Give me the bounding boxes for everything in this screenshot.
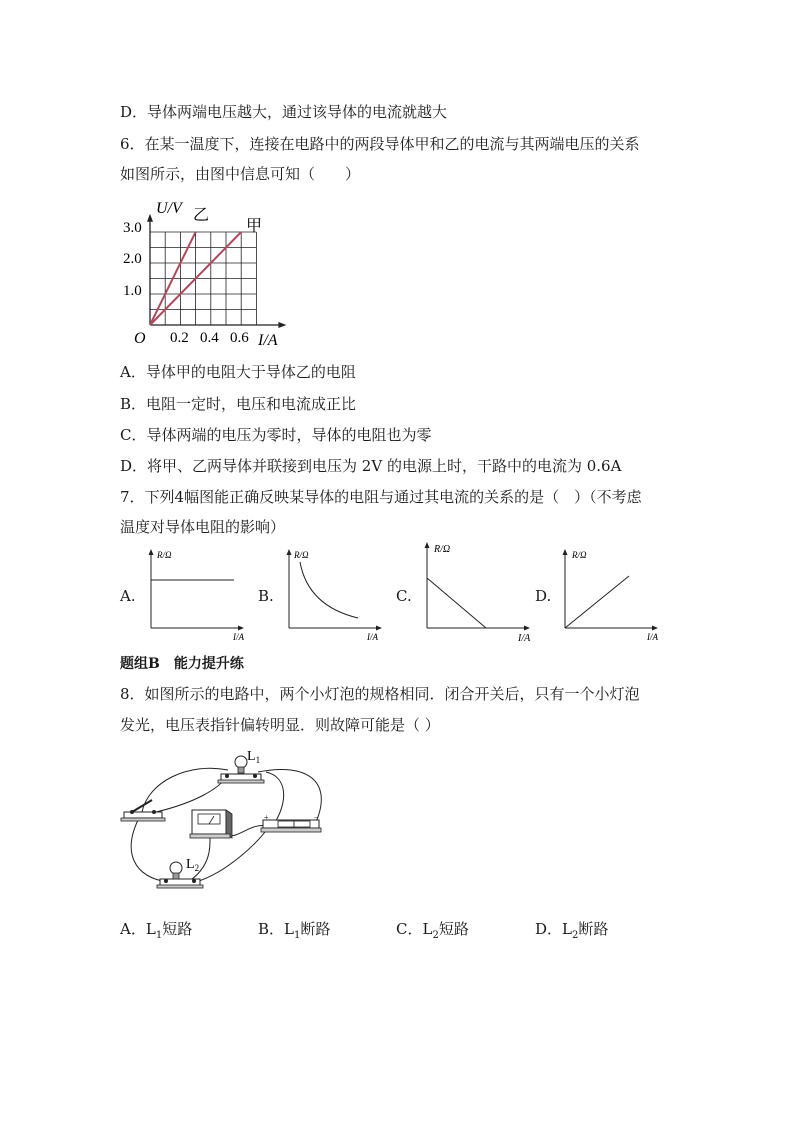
q7-stem-line1: 7．下列4幅图能正确反映某导体的电阻与通过其电流的关系的是（ ）（不考虑 (120, 488, 642, 506)
q8-option-c: C．$L_2$短路 (396, 920, 469, 941)
q6-grid (150, 232, 256, 325)
q7-letter-a: A. (120, 587, 136, 605)
q6-xtick-1: 0.2 (170, 330, 189, 346)
q6-option-a: A．导体甲的电阻大于导体乙的电阻 (120, 363, 356, 381)
section-title: 题组B 能力提升练 (120, 656, 244, 672)
q8-circuit-diagram (118, 742, 338, 902)
q7-letter-d: D. (535, 587, 552, 605)
q6-ytick-1: 1.0 (123, 283, 142, 299)
svg-text:L2 (186, 857, 199, 873)
q6-stem-line2: 如图所示，由图中信息可知（ ） (120, 165, 361, 183)
q6-label-yi: 乙 (193, 207, 210, 224)
bulb-l1-label: L (247, 749, 256, 764)
q8-stem-line1: 8．如图所示的电路中，两个小灯泡的规格相同．闭合开关后，只有一个小灯泡 (120, 685, 640, 703)
q6-axes (147, 214, 286, 328)
switch-icon (121, 800, 165, 821)
svg-text:−: − (314, 813, 319, 822)
q7-b-ylabel: R/Ω (294, 550, 309, 560)
svg-text:L1 (247, 749, 260, 765)
q7-stem-line2: 温度对导体电阻的影响） (120, 518, 286, 536)
q8-option-b: B．$L_1$断路 (258, 920, 331, 941)
q6-ytick-3: 3.0 (123, 220, 142, 236)
q7-d-ylabel: R/Ω (572, 550, 587, 560)
q7-c-ylabel: R/Ω (434, 544, 451, 555)
q7-graph-c (416, 540, 538, 646)
q6-origin: O (134, 330, 146, 347)
q8-option-a: A．$L_1$短路 (120, 920, 193, 941)
q6-option-b: B．电阻一定时，电压和电流成正比 (120, 395, 357, 413)
bulb-l1-sub: 1 (255, 755, 261, 765)
q7-letter-c: C. (396, 587, 412, 605)
q6-ylabel: U/V (156, 200, 182, 217)
voltmeter-icon (190, 810, 232, 838)
q7-a-ylabel: R/Ω (157, 550, 172, 560)
q7-c-xlabel: I/A (518, 633, 531, 644)
bulb-l2-sub: 2 (194, 863, 200, 873)
q7-a-xlabel: I/A (233, 632, 244, 642)
q6-label-jia: 甲 (246, 218, 263, 235)
q6-stem-line1: 6．在某一温度下，连接在电路中的两段导体甲和乙的电流与其两端电压的关系 (120, 135, 640, 153)
q7-graph-a (140, 548, 250, 644)
q5-option-d: D．导体两端电压越大，通过该导体的电流就越大 (120, 103, 448, 121)
q6-ytick-2: 2.0 (123, 251, 142, 267)
q8-stem-line2: 发光，电压表指针偏转明显．则故障可能是（ ） (120, 716, 440, 734)
q6-ui-graph (118, 195, 288, 350)
q7-graph-b (278, 548, 388, 644)
q8-option-d: D．$L_2$断路 (535, 920, 609, 941)
svg-text:+: + (264, 813, 269, 822)
q7-letter-b: B. (258, 587, 274, 605)
q7-b-xlabel: I/A (367, 632, 378, 642)
q6-option-c: C．导体两端的电压为零时，导体的电阻也为零 (120, 426, 432, 444)
q6-xtick-2: 0.4 (200, 330, 219, 346)
q6-xlabel: I/A (258, 332, 278, 349)
q6-y-arrow (147, 214, 153, 222)
q6-x-arrow (278, 322, 286, 328)
q6-option-d: D．将甲、乙两导体并联接到电压为 2V 的电源上时，干路中的电流为 0.6A (120, 457, 622, 475)
bulb-l2-label: L (186, 857, 195, 872)
q7-d-xlabel: I/A (647, 632, 658, 642)
q6-xtick-3: 0.6 (230, 330, 249, 346)
q7-graph-d (554, 548, 666, 644)
battery-icon (261, 813, 321, 832)
